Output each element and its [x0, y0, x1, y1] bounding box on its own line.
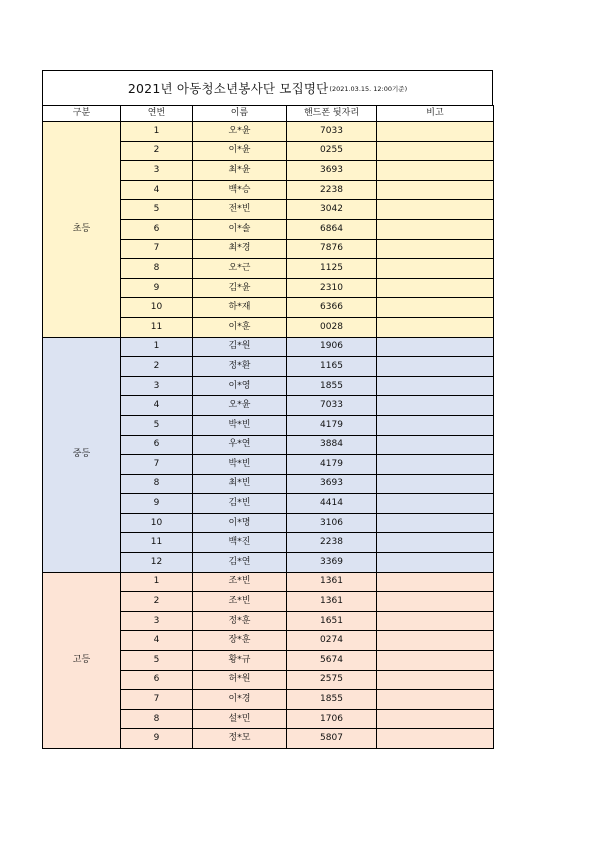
- cell-number: 9: [121, 729, 193, 749]
- cell-phone-last-digits: 1361: [287, 592, 377, 612]
- cell-phone-last-digits: 1855: [287, 690, 377, 710]
- cell-phone-last-digits: 1906: [287, 337, 377, 357]
- cell-phone-last-digits: 1165: [287, 357, 377, 377]
- cell-name: 정*훈: [193, 611, 287, 631]
- cell-remarks: [377, 611, 494, 631]
- cell-phone-last-digits: 3106: [287, 513, 377, 533]
- cell-number: 2: [121, 357, 193, 377]
- cell-remarks: [377, 122, 494, 142]
- cell-name: 조*빈: [193, 592, 287, 612]
- roster-table: [42, 105, 494, 749]
- cell-name: 박*빈: [193, 415, 287, 435]
- cell-remarks: [377, 141, 494, 161]
- table-row: [43, 122, 494, 142]
- cell-number: 10: [121, 298, 193, 318]
- cell-remarks: [377, 494, 494, 514]
- cell-name: 장*훈: [193, 631, 287, 651]
- title-subtitle: (2021.03.15. 12:00기준): [329, 84, 408, 93]
- cell-phone-last-digits: 7033: [287, 396, 377, 416]
- cell-remarks: [377, 670, 494, 690]
- cell-phone-last-digits: 7876: [287, 239, 377, 259]
- cell-number: 1: [121, 572, 193, 592]
- title-main: 2021년 아동청소년봉사단 모집명단: [127, 81, 329, 96]
- cell-name: 설*민: [193, 709, 287, 729]
- cell-number: 3: [121, 376, 193, 396]
- header-remarks: 비고: [377, 106, 494, 122]
- cell-phone-last-digits: 1706: [287, 709, 377, 729]
- cell-remarks: [377, 533, 494, 553]
- cell-remarks: [377, 298, 494, 318]
- cell-name: 백*진: [193, 533, 287, 553]
- cell-number: 6: [121, 219, 193, 239]
- cell-remarks: [377, 376, 494, 396]
- cell-remarks: [377, 631, 494, 651]
- cell-name: 김*윤: [193, 278, 287, 298]
- cell-number: 9: [121, 278, 193, 298]
- cell-phone-last-digits: 0274: [287, 631, 377, 651]
- cell-remarks: [377, 357, 494, 377]
- cell-remarks: [377, 572, 494, 592]
- cell-name: 조*빈: [193, 572, 287, 592]
- cell-phone-last-digits: 2238: [287, 533, 377, 553]
- cell-number: 4: [121, 180, 193, 200]
- cell-phone-last-digits: 6864: [287, 219, 377, 239]
- cell-number: 8: [121, 709, 193, 729]
- cell-name: 이*영: [193, 376, 287, 396]
- cell-number: 7: [121, 690, 193, 710]
- cell-name: 김*빈: [193, 494, 287, 514]
- cell-name: 김*연: [193, 553, 287, 573]
- group-label: 중등: [43, 337, 121, 572]
- cell-remarks: [377, 180, 494, 200]
- cell-remarks: [377, 415, 494, 435]
- cell-remarks: [377, 337, 494, 357]
- cell-remarks: [377, 474, 494, 494]
- cell-remarks: [377, 553, 494, 573]
- cell-phone-last-digits: 0255: [287, 141, 377, 161]
- cell-phone-last-digits: 5807: [287, 729, 377, 749]
- header-name: 이름: [193, 106, 287, 122]
- cell-remarks: [377, 513, 494, 533]
- cell-phone-last-digits: 5674: [287, 651, 377, 671]
- cell-number: 11: [121, 533, 193, 553]
- cell-phone-last-digits: 4179: [287, 415, 377, 435]
- cell-number: 11: [121, 317, 193, 337]
- cell-remarks: [377, 651, 494, 671]
- cell-phone-last-digits: 2238: [287, 180, 377, 200]
- cell-number: 5: [121, 415, 193, 435]
- cell-number: 6: [121, 670, 193, 690]
- cell-phone-last-digits: 0028: [287, 317, 377, 337]
- table-row: [43, 337, 494, 357]
- cell-number: 7: [121, 455, 193, 475]
- cell-remarks: [377, 161, 494, 181]
- cell-phone-last-digits: 4414: [287, 494, 377, 514]
- cell-name: 오*근: [193, 259, 287, 279]
- cell-number: 5: [121, 200, 193, 220]
- header-number: 연번: [121, 106, 193, 122]
- cell-name: 이*경: [193, 690, 287, 710]
- cell-name: 최*윤: [193, 161, 287, 181]
- cell-phone-last-digits: 1125: [287, 259, 377, 279]
- cell-phone-last-digits: 4179: [287, 455, 377, 475]
- cell-name: 백*승: [193, 180, 287, 200]
- cell-phone-last-digits: 1855: [287, 376, 377, 396]
- cell-phone-last-digits: 1651: [287, 611, 377, 631]
- cell-remarks: [377, 317, 494, 337]
- cell-number: 8: [121, 259, 193, 279]
- cell-remarks: [377, 219, 494, 239]
- cell-name: 이*솔: [193, 219, 287, 239]
- cell-name: 이*윤: [193, 141, 287, 161]
- cell-name: 전*빈: [193, 200, 287, 220]
- cell-remarks: [377, 729, 494, 749]
- cell-name: 정*환: [193, 357, 287, 377]
- cell-name: 오*윤: [193, 396, 287, 416]
- header-category: 구분: [43, 106, 121, 122]
- cell-number: 3: [121, 161, 193, 181]
- cell-phone-last-digits: 2575: [287, 670, 377, 690]
- roster-sheet: [42, 70, 493, 749]
- cell-name: 최*빈: [193, 474, 287, 494]
- cell-remarks: [377, 435, 494, 455]
- cell-phone-last-digits: 3693: [287, 474, 377, 494]
- cell-name: 박*빈: [193, 455, 287, 475]
- cell-name: 정*모: [193, 729, 287, 749]
- cell-number: 6: [121, 435, 193, 455]
- cell-number: 1: [121, 122, 193, 142]
- cell-number: 5: [121, 651, 193, 671]
- cell-remarks: [377, 259, 494, 279]
- cell-name: 하*재: [193, 298, 287, 318]
- cell-number: 4: [121, 396, 193, 416]
- cell-number: 8: [121, 474, 193, 494]
- cell-name: 김*원: [193, 337, 287, 357]
- cell-remarks: [377, 239, 494, 259]
- cell-name: 이*훈: [193, 317, 287, 337]
- header-phone-last-digits: 핸드폰 뒷자리: [287, 106, 377, 122]
- cell-number: 3: [121, 611, 193, 631]
- cell-remarks: [377, 396, 494, 416]
- cell-phone-last-digits: 3369: [287, 553, 377, 573]
- document-title: [42, 70, 493, 105]
- group-label: 초등: [43, 122, 121, 338]
- cell-number: 4: [121, 631, 193, 651]
- cell-remarks: [377, 709, 494, 729]
- roster-body: [43, 122, 494, 749]
- cell-name: 황*규: [193, 651, 287, 671]
- group-label: 고등: [43, 572, 121, 748]
- cell-name: 최*경: [193, 239, 287, 259]
- cell-phone-last-digits: 7033: [287, 122, 377, 142]
- cell-name: 이*명: [193, 513, 287, 533]
- cell-remarks: [377, 592, 494, 612]
- cell-name: 우*연: [193, 435, 287, 455]
- cell-number: 7: [121, 239, 193, 259]
- cell-number: 12: [121, 553, 193, 573]
- cell-number: 2: [121, 592, 193, 612]
- table-row: [43, 572, 494, 592]
- cell-phone-last-digits: 1361: [287, 572, 377, 592]
- cell-name: 허*원: [193, 670, 287, 690]
- cell-phone-last-digits: 6366: [287, 298, 377, 318]
- cell-remarks: [377, 455, 494, 475]
- cell-remarks: [377, 278, 494, 298]
- cell-phone-last-digits: 3693: [287, 161, 377, 181]
- header-row: [43, 106, 494, 122]
- cell-remarks: [377, 690, 494, 710]
- cell-phone-last-digits: 3884: [287, 435, 377, 455]
- cell-remarks: [377, 200, 494, 220]
- cell-phone-last-digits: 2310: [287, 278, 377, 298]
- cell-number: 1: [121, 337, 193, 357]
- cell-number: 2: [121, 141, 193, 161]
- cell-number: 10: [121, 513, 193, 533]
- cell-name: 오*윤: [193, 122, 287, 142]
- cell-number: 9: [121, 494, 193, 514]
- cell-phone-last-digits: 3042: [287, 200, 377, 220]
